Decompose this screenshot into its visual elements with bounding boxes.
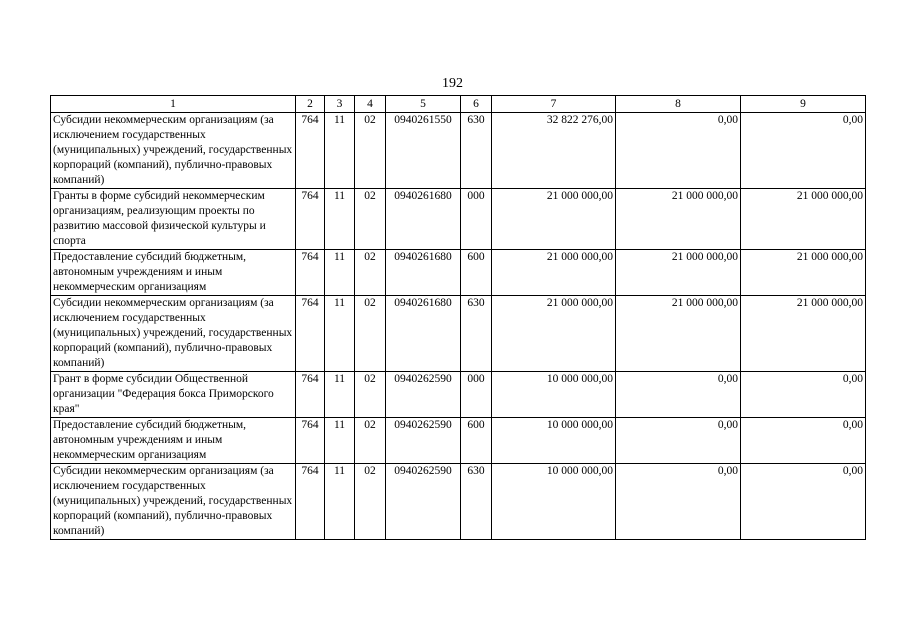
row-name-cell: Гранты в форме субсидий некоммерческим организациям, реализующим проекты по развитию массовой физической культуры и спорта: [51, 189, 296, 250]
column-header: 7: [492, 96, 616, 113]
ministry-code-cell: 764: [296, 464, 325, 540]
page-number: 192: [442, 76, 463, 91]
ministry-code-cell: 764: [296, 418, 325, 464]
section-code-cell: 11: [325, 250, 355, 296]
target-article-cell: 0940262590: [386, 372, 461, 418]
amount-year3-cell: 21 000 000,00: [741, 250, 866, 296]
expense-type-cell: 600: [461, 250, 492, 296]
table-row: [51, 464, 866, 540]
target-article-cell: 0940262590: [386, 464, 461, 540]
header-row: [51, 96, 866, 113]
expense-type-cell: 000: [461, 189, 492, 250]
subsection-code-cell: 02: [355, 113, 386, 189]
section-code-cell: 11: [325, 372, 355, 418]
column-header: 8: [616, 96, 741, 113]
subsection-code-cell: 02: [355, 250, 386, 296]
amount-year1-cell: 10 000 000,00: [492, 464, 616, 540]
column-header: 9: [741, 96, 866, 113]
target-article-cell: 0940261550: [386, 113, 461, 189]
column-header: 1: [51, 96, 296, 113]
target-article-cell: 0940261680: [386, 189, 461, 250]
column-header: 5: [386, 96, 461, 113]
expense-type-cell: 630: [461, 113, 492, 189]
subsection-code-cell: 02: [355, 296, 386, 372]
amount-year1-cell: 21 000 000,00: [492, 250, 616, 296]
row-name-cell: Субсидии некоммерческим организациям (за исключением государственных (муниципальных) учреждений, государственных корпораций (компаний), публично-правовых компаний): [51, 113, 296, 189]
column-header: 4: [355, 96, 386, 113]
amount-year3-cell: 0,00: [741, 418, 866, 464]
amount-year2-cell: 0,00: [616, 372, 741, 418]
target-article-cell: 0940261680: [386, 250, 461, 296]
section-code-cell: 11: [325, 189, 355, 250]
expense-type-cell: 630: [461, 464, 492, 540]
table-row: [51, 418, 866, 464]
amount-year1-cell: 10 000 000,00: [492, 372, 616, 418]
expense-type-cell: 600: [461, 418, 492, 464]
amount-year3-cell: 21 000 000,00: [741, 189, 866, 250]
amount-year3-cell: 21 000 000,00: [741, 296, 866, 372]
target-article-cell: 0940262590: [386, 418, 461, 464]
amount-year1-cell: 21 000 000,00: [492, 296, 616, 372]
table-row: [51, 296, 866, 372]
amount-year2-cell: 21 000 000,00: [616, 189, 741, 250]
subsection-code-cell: 02: [355, 464, 386, 540]
amount-year1-cell: 32 822 276,00: [492, 113, 616, 189]
row-name-cell: Грант в форме субсидии Общественной организации "Федерация бокса Приморского края": [51, 372, 296, 418]
row-name-cell: Субсидии некоммерческим организациям (за исключением государственных (муниципальных) учреждений, государственных корпораций (компаний), публично-правовых компаний): [51, 296, 296, 372]
amount-year2-cell: 0,00: [616, 464, 741, 540]
subsection-code-cell: 02: [355, 372, 386, 418]
row-name-cell: Субсидии некоммерческим организациям (за исключением государственных (муниципальных) учреждений, государственных корпораций (компаний), публично-правовых компаний): [51, 464, 296, 540]
amount-year3-cell: 0,00: [741, 372, 866, 418]
row-name-cell: Предоставление субсидий бюджетным, автономным учреждениям и иным некоммерческим организациям: [51, 250, 296, 296]
amount-year2-cell: 0,00: [616, 418, 741, 464]
section-code-cell: 11: [325, 296, 355, 372]
subsection-code-cell: 02: [355, 418, 386, 464]
amount-year1-cell: 10 000 000,00: [492, 418, 616, 464]
section-code-cell: 11: [325, 464, 355, 540]
ministry-code-cell: 764: [296, 113, 325, 189]
row-name-cell: Предоставление субсидий бюджетным, автономным учреждениям и иным некоммерческим организациям: [51, 418, 296, 464]
amount-year2-cell: 0,00: [616, 113, 741, 189]
table-row: [51, 250, 866, 296]
target-article-cell: 0940261680: [386, 296, 461, 372]
ministry-code-cell: 764: [296, 250, 325, 296]
section-code-cell: 11: [325, 418, 355, 464]
table-row: [51, 372, 866, 418]
table-row: [51, 189, 866, 250]
amount-year3-cell: 0,00: [741, 464, 866, 540]
amount-year2-cell: 21 000 000,00: [616, 296, 741, 372]
column-header: 3: [325, 96, 355, 113]
expense-type-cell: 630: [461, 296, 492, 372]
column-header: 6: [461, 96, 492, 113]
ministry-code-cell: 764: [296, 372, 325, 418]
ministry-code-cell: 764: [296, 296, 325, 372]
subsection-code-cell: 02: [355, 189, 386, 250]
amount-year2-cell: 21 000 000,00: [616, 250, 741, 296]
amount-year3-cell: 0,00: [741, 113, 866, 189]
column-header: 2: [296, 96, 325, 113]
ministry-code-cell: 764: [296, 189, 325, 250]
expense-type-cell: 000: [461, 372, 492, 418]
amount-year1-cell: 21 000 000,00: [492, 189, 616, 250]
table-row: [51, 113, 866, 189]
budget-table: [50, 95, 866, 540]
section-code-cell: 11: [325, 113, 355, 189]
